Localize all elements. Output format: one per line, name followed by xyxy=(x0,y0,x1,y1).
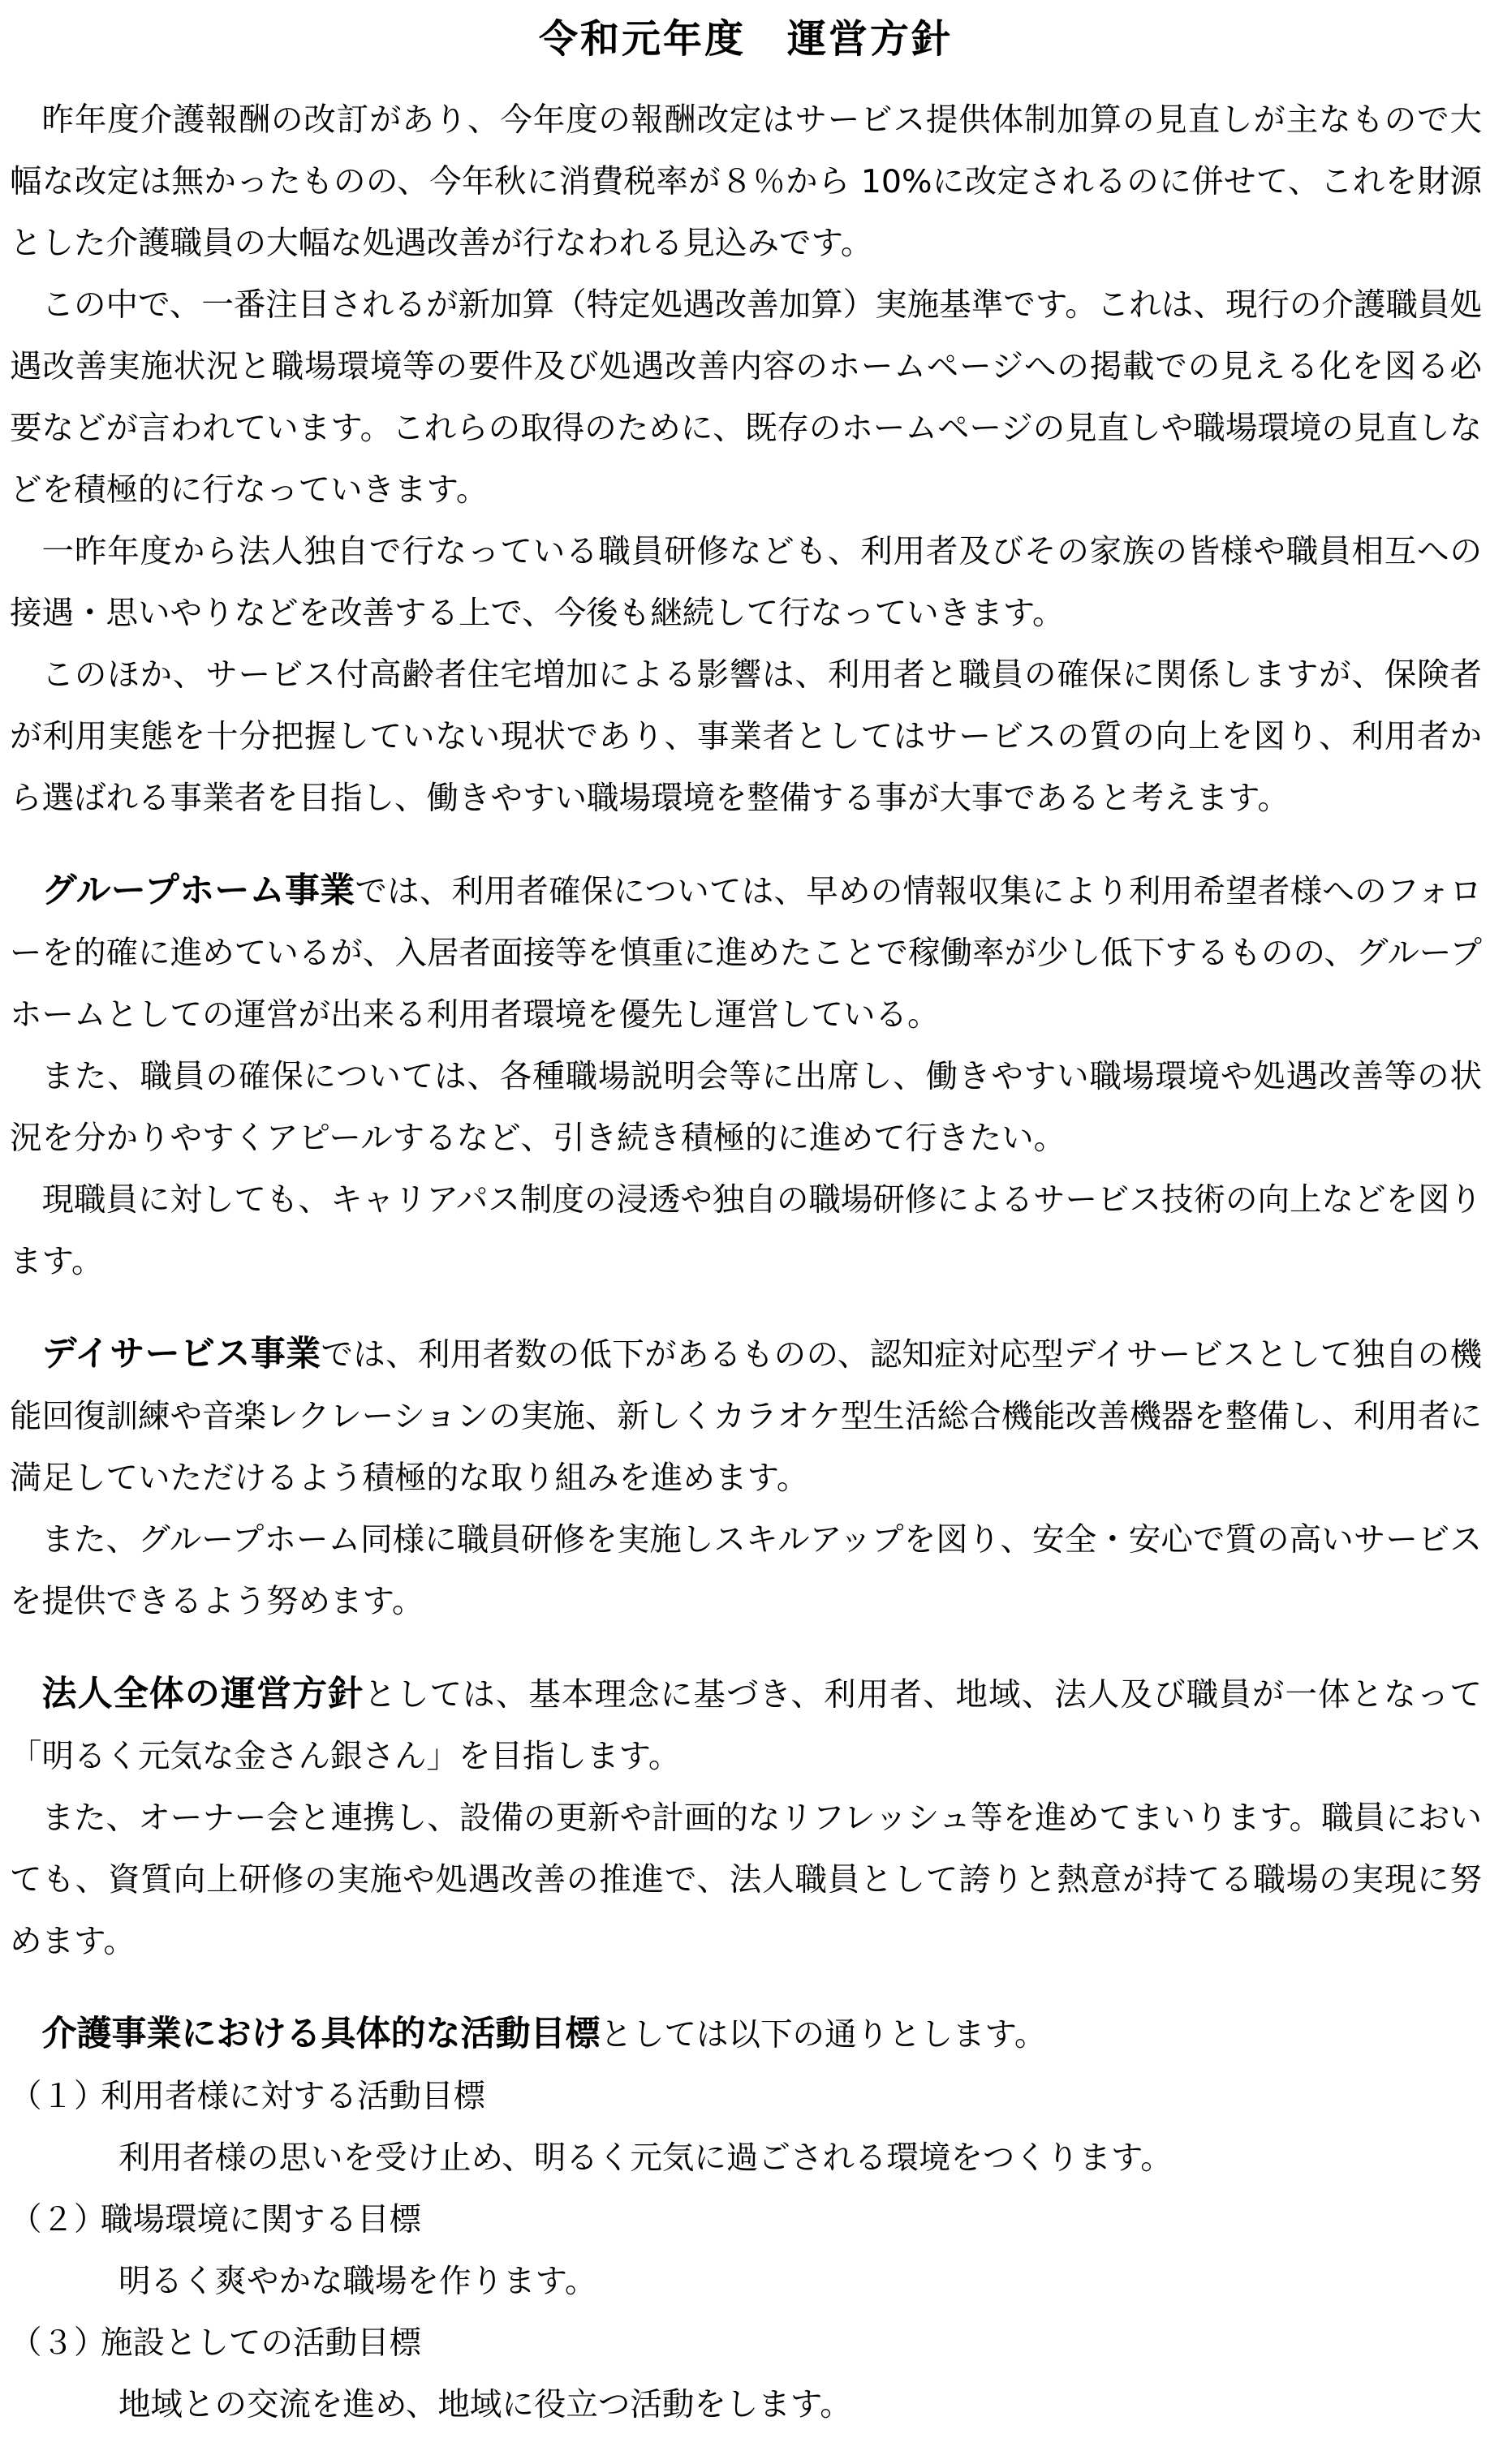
goal-label-line xyxy=(10,2312,1482,2374)
intro-paragraph: この中で、一番注目されるが新加算（特定処遇改善加算）実施基準です。これは、現行の介護職員処遇改善実施状況と職場環境等の要件及び処遇改善内容のホームページへの掲載での見える化を図る必要などが言われています。これらの取得のために、既存のホームページの見直しや職場環境の見直しなどを積極的に行なっていきます。 xyxy=(10,286,1482,509)
group-home-lead: では、利用者確保については、早めの情報収集により利用希望者様へのフォローを的確に進めているが、入居者面接等を慎重に進めたことで稼働率が少し低下するものの、グループホームとしての運営が出来る利用者環境を優先し運営している。 xyxy=(10,873,1482,1034)
goal-number: （３） xyxy=(10,2324,106,2362)
corporate-lead: としては、基本理念に基づき、利用者、地域、法人及び職員が一体となって「明るく元気な金さん銀さん」を目指します。 xyxy=(10,1676,1482,1775)
day-service-heading: デイサービス事業 xyxy=(41,1334,321,1374)
group-home-paragraph: 現職員に対しても、キャリアパス制度の浸透や独自の職場研修によるサービス技術の向上などを図ります。 xyxy=(10,1181,1482,1280)
goal-number: （１） xyxy=(10,2078,106,2115)
goal-item xyxy=(10,2066,1482,2189)
goals-section xyxy=(10,2003,1482,2436)
goal-label-line xyxy=(10,2189,1482,2251)
goal-item xyxy=(10,2312,1482,2436)
goal-label: 利用者様に対する活動目標 xyxy=(101,2078,485,2115)
day-service-lead: では、利用者数の低下があるものの、認知症対応型デイサービスとして独自の機能回復訓練や音楽レクレーションの実施、新しくカラオケ型生活総合機能改善機器を整備し、利用者に満足していただけるよう積極的な取り組みを進めます。 xyxy=(10,1336,1482,1497)
goals-lead-paragraph xyxy=(10,2003,1482,2066)
document-title: 令和元年度 運営方針 xyxy=(538,16,953,62)
goals-heading: 介護事業における具体的な活動目標 xyxy=(41,2014,601,2054)
corporate-heading: 法人全体の運営方針 xyxy=(41,1674,364,1714)
goal-label: 職場環境に関する目標 xyxy=(101,2201,421,2238)
goal-text: 明るく爽やかな職場を作ります。 xyxy=(118,2263,597,2300)
group-home-lead-paragraph xyxy=(10,860,1482,1046)
corporate-lead-paragraph xyxy=(10,1663,1482,1787)
goal-item xyxy=(10,2189,1482,2312)
goal-number: （２） xyxy=(10,2201,106,2238)
goal-text: 利用者様の思いを受け止め、明るく元気に過ごされる環境をつくります。 xyxy=(118,2139,1173,2177)
day-service-lead-paragraph xyxy=(10,1323,1482,1509)
group-home-section xyxy=(10,860,1482,1292)
intro-section xyxy=(10,89,1482,829)
group-home-paragraph: また、職員の確保については、各種職場説明会等に出席し、働きやすい職場環境や処遇改善等の状況を分かりやすくアピールするなど、引き続き積極的に進めて行きたい。 xyxy=(10,1058,1482,1157)
day-service-paragraph: また、グループホーム同様に職員研修を実施しスキルアップを図り、安全・安心で質の高いサービスを提供できるよう努めます。 xyxy=(10,1521,1482,1620)
goal-label: 施設としての活動目標 xyxy=(101,2324,421,2362)
goal-label-line xyxy=(10,2066,1482,2127)
corporate-paragraph: また、オーナー会と連携し、設備の更新や計画的なリフレッシュ等を進めてまいります。職員においても、資質向上研修の実施や処遇改善の推進で、法人職員として誇りと熱意が持てる職場の実現に努めます。 xyxy=(10,1800,1482,1960)
day-service-section xyxy=(10,1323,1482,1632)
corporate-section xyxy=(10,1663,1482,1972)
group-home-heading: グループホーム事業 xyxy=(41,871,355,911)
intro-paragraph: 一昨年度から法人独自で行なっている職員研修なども、利用者及びその家族の皆様や職員相互への接遇・思いやりなどを改善する上で、今後も継続して行なっていきます。 xyxy=(10,533,1482,632)
intro-paragraph: このほか、サービス付高齢者住宅増加による影響は、利用者と職員の確保に関係しますが、保険者が利用実態を十分把握していない現状であり、事業者としてはサービスの質の向上を図り、利用者から選ばれる事業者を目指し、働きやすい職場環境を整備する事が大事であると考えます。 xyxy=(10,656,1483,817)
goal-text: 地域との交流を進め、地域に役立つ活動をします。 xyxy=(118,2386,852,2423)
goals-lead: としては以下の通りとします。 xyxy=(600,2016,1047,2053)
intro-paragraph: 昨年度介護報酬の改訂があり、今年度の報酬改定はサービス提供体制加算の見直しが主なもので大幅な改定は無かったものの、今年秋に消費税率が８％から 10%に改定されるのに併せて、これを財源とした介護職員の大幅な処遇改善が行なわれる見込みです。 xyxy=(10,101,1483,262)
